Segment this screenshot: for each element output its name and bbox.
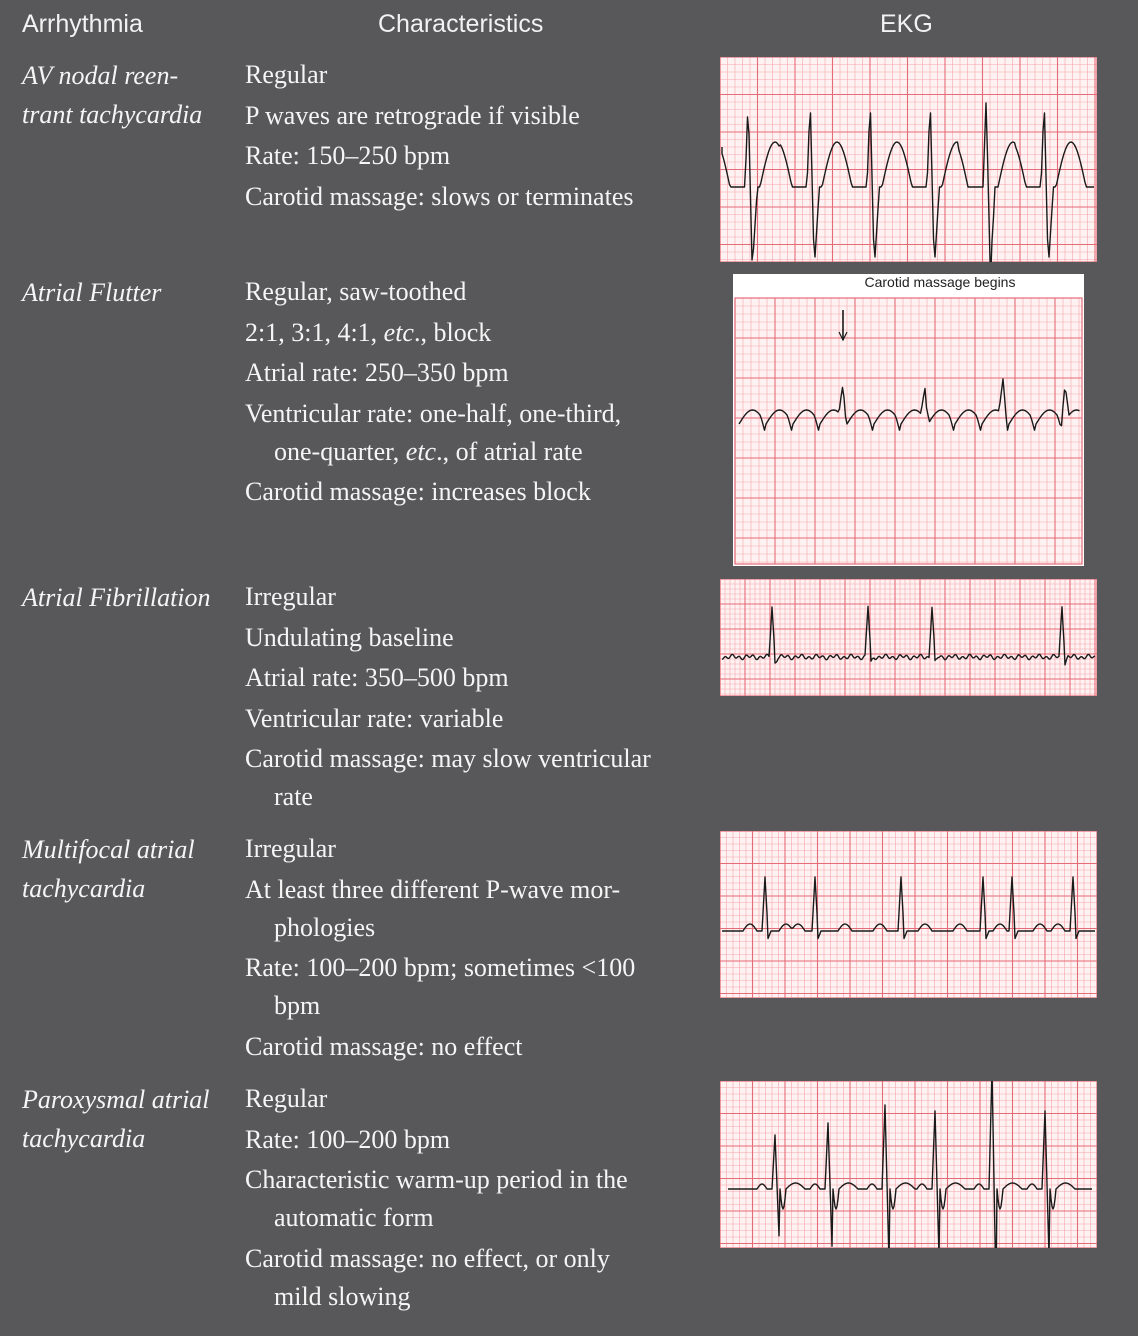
name-line: trant tachycardia [22, 100, 203, 129]
characteristic-item: Regular [245, 1084, 328, 1113]
characteristic-item: Ventricular rate: variable [245, 703, 504, 733]
characteristic-item: Characteristic warm-up period in the automatic form [245, 1165, 628, 1233]
characteristic-item: Rate: 150–250 bpm [245, 141, 451, 171]
header-ekg: EKG [880, 10, 933, 38]
header-characteristics: Characteristics [378, 10, 544, 38]
ekg-strip-atrial-flutter [733, 274, 1084, 566]
characteristic-item: Irregular [245, 834, 336, 863]
characteristic-item: At least three different P-wave mor- phologies [245, 874, 621, 942]
arrhythmia-name [22, 830, 242, 908]
characteristic-item: Regular, saw-toothed [245, 277, 467, 306]
ekg-strip-multifocal-atrial-tachycardia [720, 831, 1097, 998]
characteristics-list [245, 830, 705, 1068]
characteristic-item: Carotid massage: may slow ventricular rate [245, 744, 651, 812]
characteristic-item: Regular [245, 60, 328, 89]
arrhythmia-name [22, 578, 242, 617]
characteristic-item: Carotid massage: no effect, or only mild slowing [245, 1243, 610, 1311]
name-line: Atrial Flutter [22, 278, 162, 307]
characteristic-item: Rate: 100–200 bpm [245, 1124, 451, 1154]
arrhythmia-name [22, 273, 242, 312]
ekg-strip-avnrt [720, 57, 1097, 262]
ekg-strip-atrial-fibrillation [720, 579, 1097, 696]
characteristic-item: Undulating baseline [245, 622, 454, 652]
name-line: Atrial Fibrillation [22, 583, 211, 612]
characteristic-item: Carotid massage: increases block [245, 477, 591, 507]
characteristic-item: Atrial rate: 350–500 bpm [245, 663, 509, 693]
characteristics-list [245, 578, 705, 819]
arrhythmia-name [22, 56, 242, 134]
arrhythmia-name [22, 1080, 242, 1158]
characteristic-item: Carotid massage: no effect [245, 1031, 523, 1061]
name-line: AV nodal reen- [22, 61, 179, 90]
name-line: Paroxysmal atrial [22, 1085, 210, 1114]
name-line: tachycardia [22, 1124, 146, 1153]
characteristic-item: P waves are retrograde if visible [245, 100, 580, 130]
name-line: Multifocal atrial [22, 835, 195, 864]
ekg-strip-paroxysmal-atrial-tachycardia [720, 1081, 1097, 1248]
characteristic-item: Atrial rate: 250–350 bpm [245, 358, 509, 388]
header-arrhythmia: Arrhythmia [22, 10, 143, 38]
characteristics-list [245, 1080, 705, 1318]
characteristic-item: Carotid massage: slows or terminates [245, 181, 634, 211]
ekg-annotation-label: Carotid massage begins [864, 274, 1016, 290]
characteristics-list [245, 273, 705, 514]
characteristics-list [245, 56, 705, 218]
characteristic-item: Ventricular rate: one-half, one-third, one-quarter, etc., of atrial rate [245, 398, 622, 466]
name-line: tachycardia [22, 874, 146, 903]
characteristic-item: Irregular [245, 582, 336, 611]
characteristic-item: Rate: 100–200 bpm; sometimes <100 bpm [245, 953, 636, 1021]
characteristic-item: 2:1, 3:1, 4:1, etc., block [245, 317, 492, 347]
